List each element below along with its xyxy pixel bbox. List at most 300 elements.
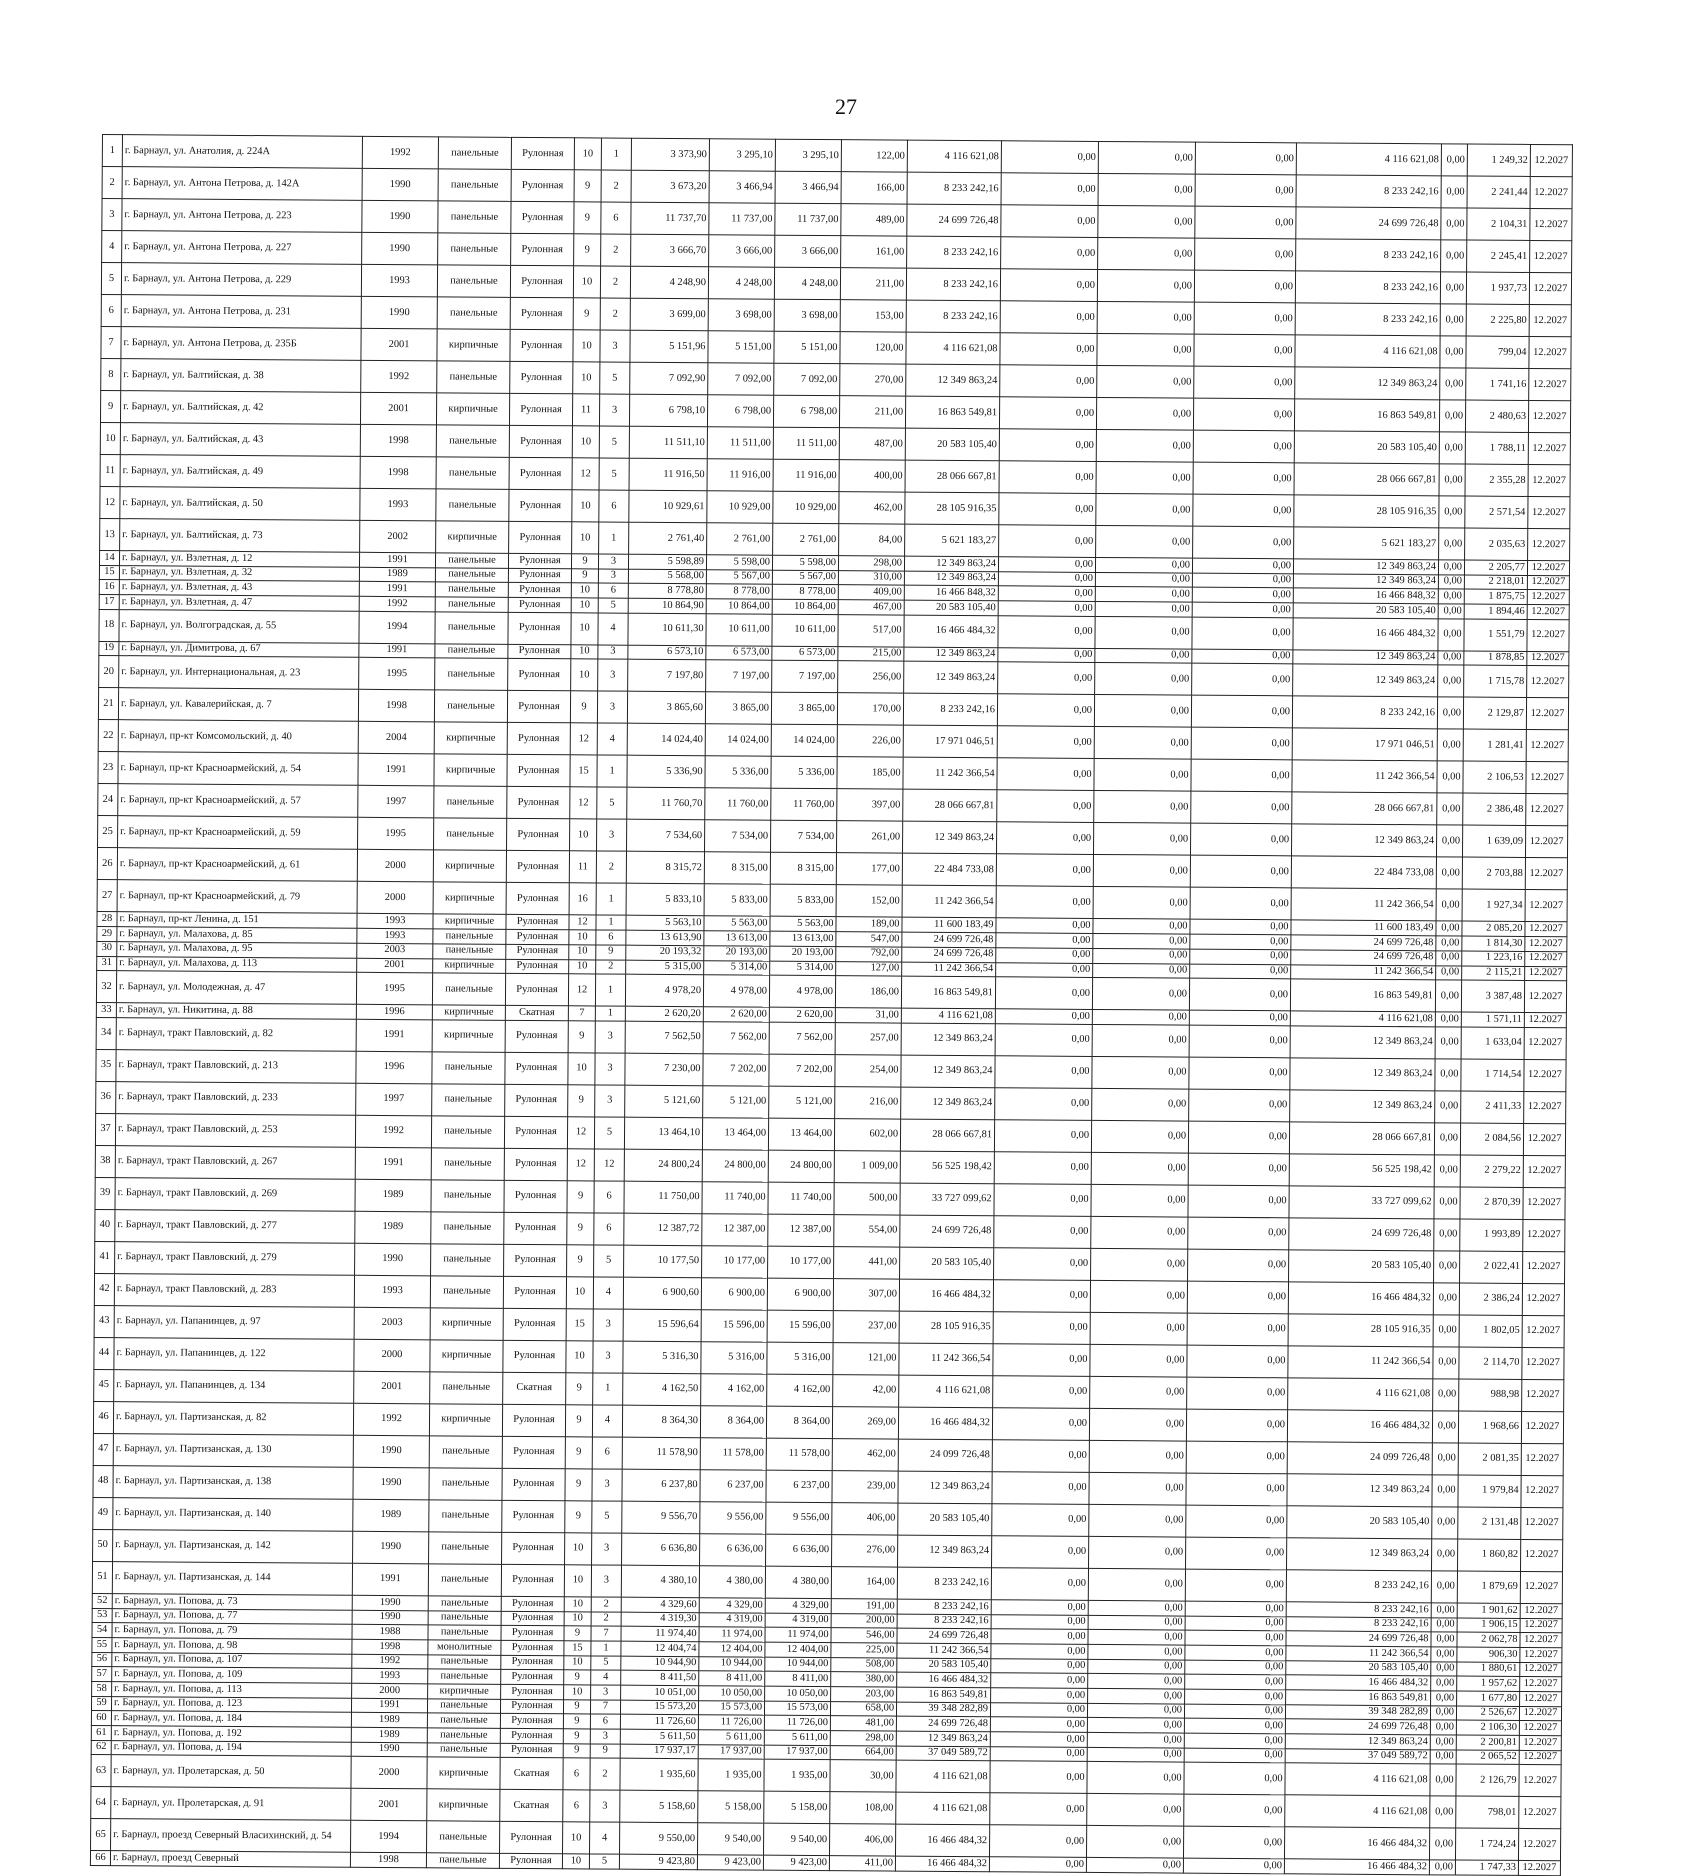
- deadline-cell: 12.2027: [1521, 1507, 1563, 1539]
- floors-cell: 9: [563, 1744, 590, 1759]
- wall-material-cell: панельные: [436, 489, 509, 522]
- build-year-cell: 1989: [355, 1179, 431, 1212]
- local-cost-cell: 0,00: [1187, 1313, 1288, 1346]
- total-area-cell: 4 978,20: [625, 974, 703, 1007]
- build-year-cell: 1993: [357, 928, 433, 943]
- total-cost-cell: 17 971 046,51: [903, 726, 997, 759]
- owner-cost-cell: 4 116 621,08: [1285, 1763, 1430, 1796]
- budget-cost-cell: 0,00: [1088, 1659, 1185, 1674]
- residential-area-cell: 20 193,00: [704, 946, 770, 961]
- budget-cost-cell: 0,00: [1087, 1794, 1184, 1827]
- other-cost-cell: 0,00: [1434, 1155, 1460, 1187]
- build-year-cell: 1989: [351, 1713, 427, 1728]
- other-cost-cell: 0,00: [1436, 825, 1462, 857]
- owner-cost-cell: 11 242 366,54: [1288, 1346, 1433, 1379]
- total-area-cell: 2 761,40: [629, 522, 707, 555]
- residents-cell: 406,00: [832, 1503, 898, 1535]
- other-cost-cell: 0,00: [1431, 1632, 1457, 1647]
- living-area-cell: 10 929,00: [773, 491, 839, 523]
- budget-cost-cell: 0,00: [1093, 948, 1190, 963]
- floors-cell: 12: [572, 458, 599, 490]
- wall-material-cell: кирпичные: [428, 1684, 501, 1699]
- wall-material-cell: кирпичные: [434, 754, 507, 787]
- budget-cost-cell: 0,00: [1090, 1280, 1187, 1313]
- living-area-cell: 10 864,00: [772, 599, 838, 614]
- deadline-cell: 12.2027: [1526, 762, 1568, 794]
- fund-cost-cell: 0,00: [999, 493, 1096, 526]
- total-cost-cell: 12 349 863,24: [904, 571, 998, 586]
- unit-cost-cell: 1 880,61: [1457, 1662, 1520, 1677]
- deadline-cell: 12.2027: [1520, 1677, 1562, 1692]
- build-year-cell: 2004: [358, 722, 434, 755]
- living-area-cell: 7 562,00: [769, 1022, 835, 1054]
- entrances-cell: 4: [591, 1670, 621, 1685]
- residents-cell: 121,00: [833, 1343, 899, 1375]
- floors-cell: 9: [565, 1469, 592, 1501]
- residential-area-cell: 10 864,00: [706, 599, 772, 614]
- unit-cost-cell: 1 639,09: [1462, 825, 1525, 857]
- residents-cell: 467,00: [838, 600, 904, 615]
- local-cost-cell: 0,00: [1191, 792, 1292, 825]
- fund-cost-cell: 0,00: [994, 1120, 1091, 1153]
- unit-cost-cell: 2 241,44: [1467, 176, 1530, 208]
- total-cost-cell: 20 583 105,40: [898, 1503, 992, 1536]
- total-area-cell: 6 636,80: [622, 1533, 700, 1566]
- budget-cost-cell: 0,00: [1088, 1568, 1185, 1601]
- address-cell: г. Барнаул, ул. Партизанская, д. 142: [113, 1529, 353, 1563]
- deadline-cell: 12.2027: [1529, 304, 1571, 336]
- entrances-cell: 3: [597, 691, 627, 723]
- total-area-cell: 8 364,30: [622, 1405, 700, 1438]
- floors-cell: 10: [572, 490, 599, 522]
- total-cost-cell: 24 699 726,48: [900, 1215, 994, 1248]
- build-year-cell: 1991: [351, 1698, 427, 1713]
- fund-cost-cell: 0,00: [995, 1009, 1092, 1024]
- floors-cell: 10: [573, 266, 600, 298]
- local-cost-cell: 0,00: [1187, 1281, 1288, 1314]
- wall-material-cell: панельные: [438, 169, 511, 202]
- entrances-cell: 1: [593, 1373, 623, 1405]
- total-cost-cell: 16 863 549,81: [905, 396, 999, 429]
- wall-material-cell: кирпичные: [434, 722, 507, 755]
- address-cell: г. Барнаул, ул. Взлетная, д. 47: [119, 595, 359, 611]
- address-cell: г. Барнаул, ул. Попова, д. 113: [112, 1682, 352, 1698]
- build-year-cell: 1996: [356, 1051, 432, 1084]
- unit-cost-cell: 798,01: [1456, 1796, 1519, 1828]
- row-number-cell: 11: [100, 454, 120, 486]
- other-cost-cell: 0,00: [1438, 665, 1464, 697]
- roof-type-cell: Рулонная: [511, 169, 574, 201]
- living-area-cell: 10 944,00: [765, 1657, 831, 1672]
- owner-cost-cell: 4 116 621,08: [1296, 143, 1441, 176]
- living-area-cell: 4 978,00: [769, 975, 835, 1007]
- roof-type-cell: Скатная: [505, 1006, 568, 1021]
- local-cost-cell: 0,00: [1195, 206, 1296, 239]
- roof-type-cell: Рулонная: [508, 597, 571, 612]
- deadline-cell: 12.2027: [1521, 1443, 1563, 1475]
- entrances-cell: 2: [591, 1612, 621, 1627]
- address-cell: г. Барнаул, ул. Попова, д. 184: [111, 1711, 351, 1727]
- total-area-cell: 15 573,20: [620, 1700, 698, 1715]
- residential-area-cell: 10 177,00: [702, 1246, 768, 1278]
- residential-area-cell: 8 411,00: [699, 1671, 765, 1686]
- residents-cell: 152,00: [836, 885, 902, 917]
- living-area-cell: 5 336,00: [771, 757, 837, 789]
- living-area-cell: 4 380,00: [765, 1566, 831, 1598]
- floors-cell: 9: [563, 1714, 590, 1729]
- fund-cost-cell: 0,00: [1000, 365, 1097, 398]
- wall-material-cell: панельные: [431, 1244, 504, 1277]
- residential-area-cell: 11 916,00: [707, 459, 773, 491]
- floors-cell: 10: [569, 930, 596, 945]
- residents-cell: 487,00: [839, 428, 905, 460]
- total-cost-cell: 24 699 726,48: [902, 932, 996, 947]
- deadline-cell: 12.2027: [1522, 1283, 1564, 1315]
- residential-area-cell: 10 944,00: [699, 1656, 765, 1671]
- living-area-cell: 5 611,00: [764, 1730, 830, 1745]
- total-cost-cell: 24 699 726,48: [902, 947, 996, 962]
- floors-cell: 10: [569, 959, 596, 974]
- total-cost-cell: 5 621 183,27: [905, 524, 999, 557]
- deadline-cell: 12.2027: [1522, 1315, 1564, 1347]
- floors-cell: 9: [573, 298, 600, 330]
- floors-cell: 10: [564, 1611, 591, 1626]
- fund-cost-cell: 0,00: [994, 1248, 1091, 1281]
- row-number-cell: 44: [94, 1337, 114, 1369]
- residential-area-cell: 11 578,00: [700, 1438, 766, 1470]
- unit-cost-cell: 1 957,62: [1457, 1676, 1520, 1691]
- row-number-cell: 38: [95, 1145, 115, 1177]
- roof-type-cell: Рулонная: [503, 1276, 566, 1308]
- entrances-cell: 7: [591, 1626, 621, 1641]
- total-area-cell: 11 726,60: [620, 1715, 698, 1730]
- roof-type-cell: Рулонная: [500, 1728, 563, 1743]
- address-cell: г. Барнаул, тракт Павловский, д. 267: [115, 1145, 355, 1179]
- budget-cost-cell: 0,00: [1092, 1010, 1189, 1025]
- fund-cost-cell: 0,00: [998, 648, 1095, 663]
- local-cost-cell: 0,00: [1194, 334, 1295, 367]
- living-area-cell: 3 295,10: [775, 139, 841, 171]
- budget-cost-cell: 0,00: [1096, 525, 1193, 558]
- unit-cost-cell: 1 814,30: [1462, 936, 1525, 951]
- unit-cost-cell: 2 218,01: [1464, 575, 1527, 590]
- residents-cell: 211,00: [839, 396, 905, 428]
- row-number-cell: 61: [91, 1726, 111, 1741]
- living-area-cell: 5 598,00: [772, 555, 838, 570]
- total-cost-cell: 4 116 621,08: [906, 332, 1000, 365]
- build-year-cell: 1990: [351, 1742, 427, 1757]
- residents-cell: 226,00: [837, 725, 903, 757]
- address-cell: г. Барнаул, ул. Попова, д. 73: [112, 1593, 352, 1609]
- deadline-cell: 12.2027: [1522, 1347, 1564, 1379]
- budget-cost-cell: 0,00: [1091, 1184, 1188, 1217]
- unit-cost-cell: 2 126,79: [1456, 1764, 1519, 1796]
- deadline-cell: 12.2027: [1528, 528, 1570, 560]
- row-number-cell: 53: [92, 1608, 112, 1623]
- budget-cost-cell: 0,00: [1091, 1152, 1188, 1185]
- residential-area-cell: 11 760,00: [705, 788, 771, 820]
- unit-cost-cell: 1 968,66: [1458, 1411, 1521, 1443]
- residential-area-cell: 4 319,00: [699, 1612, 765, 1627]
- living-area-cell: 8 411,00: [765, 1671, 831, 1686]
- other-cost-cell: 0,00: [1430, 1750, 1456, 1765]
- wall-material-cell: панельные: [437, 361, 510, 394]
- wall-material-cell: кирпичные: [430, 1340, 503, 1373]
- living-area-cell: 8 778,00: [772, 585, 838, 600]
- address-cell: г. Барнаул, ул. Партизанская, д. 140: [113, 1497, 353, 1531]
- address-cell: г. Барнаул, ул. Партизанская, д. 138: [113, 1465, 353, 1499]
- residential-area-cell: 7 534,00: [705, 820, 771, 852]
- address-cell: г. Барнаул, ул. Малахова, д. 85: [117, 927, 357, 943]
- row-number-cell: 50: [93, 1529, 113, 1561]
- fund-cost-cell: 0,00: [991, 1568, 1088, 1601]
- build-year-cell: 1991: [352, 1563, 428, 1596]
- other-cost-cell: 0,00: [1441, 240, 1467, 272]
- residential-area-cell: 15 596,00: [701, 1310, 767, 1342]
- deadline-cell: 12.2027: [1518, 1861, 1560, 1876]
- budget-cost-cell: 0,00: [1091, 1216, 1188, 1249]
- budget-cost-cell: 0,00: [1092, 1024, 1189, 1057]
- wall-material-cell: кирпичные: [433, 958, 506, 973]
- roof-type-cell: Рулонная: [506, 929, 569, 944]
- page-number: 27: [835, 94, 857, 119]
- total-cost-cell: 8 233 242,16: [897, 1599, 991, 1614]
- fund-cost-cell: 0,00: [996, 822, 1093, 855]
- row-number-cell: 37: [95, 1113, 115, 1145]
- wall-material-cell: панельные: [428, 1610, 501, 1625]
- address-cell: г. Барнаул, ул. Попова, д. 107: [112, 1652, 352, 1668]
- living-area-cell: 12 387,00: [768, 1214, 834, 1246]
- residential-area-cell: 7 092,00: [708, 363, 774, 395]
- owner-cost-cell: 8 233 242,16: [1286, 1616, 1431, 1632]
- floors-cell: 11: [572, 394, 599, 426]
- living-area-cell: 11 760,00: [771, 789, 837, 821]
- row-number-cell: 21: [98, 688, 118, 720]
- total-cost-cell: 12 349 863,24: [901, 1055, 995, 1088]
- fund-cost-cell: 0,00: [999, 461, 1096, 494]
- other-cost-cell: 0,00: [1439, 464, 1465, 496]
- living-area-cell: 8 315,00: [770, 853, 836, 885]
- floors-cell: 10: [572, 426, 599, 458]
- build-year-cell: 1998: [360, 424, 436, 457]
- living-area-cell: 6 900,00: [767, 1278, 833, 1310]
- residents-cell: 441,00: [834, 1247, 900, 1279]
- floors-cell: 10: [572, 522, 599, 554]
- local-cost-cell: 0,00: [1186, 1441, 1287, 1474]
- address-cell: г. Барнаул, пр-кт Красноармейский, д. 79: [117, 880, 357, 914]
- residents-cell: 127,00: [836, 961, 902, 976]
- roof-type-cell: Рулонная: [506, 883, 569, 915]
- other-cost-cell: 0,00: [1438, 651, 1464, 666]
- budget-cost-cell: 0,00: [1090, 1312, 1187, 1345]
- address-cell: г. Барнаул, ул. Папанинцев, д. 122: [114, 1337, 354, 1371]
- total-area-cell: 17 937,17: [620, 1744, 698, 1759]
- address-cell: г. Барнаул, ул. Попова, д. 98: [112, 1638, 352, 1654]
- residents-cell: 481,00: [830, 1716, 896, 1731]
- owner-cost-cell: 8 233 242,16: [1292, 696, 1437, 729]
- roof-type-cell: Рулонная: [510, 361, 573, 393]
- floors-cell: 9: [571, 554, 598, 569]
- roof-type-cell: Рулонная: [511, 201, 574, 233]
- residents-cell: 42,00: [833, 1375, 899, 1407]
- roof-type-cell: Скатная: [500, 1758, 563, 1790]
- other-cost-cell: 0,00: [1436, 889, 1462, 921]
- total-area-cell: 5 563,10: [626, 916, 704, 931]
- owner-cost-cell: 20 583 105,40: [1289, 1250, 1434, 1283]
- total-area-cell: 13 613,90: [626, 930, 704, 945]
- row-number-cell: 65: [91, 1819, 111, 1851]
- fund-cost-cell: 0,00: [997, 726, 1094, 759]
- wall-material-cell: панельные: [431, 1116, 504, 1149]
- owner-cost-cell: 4 116 621,08: [1288, 1378, 1433, 1411]
- budget-cost-cell: 0,00: [1087, 1718, 1184, 1733]
- unit-cost-cell: 1 979,84: [1458, 1475, 1521, 1507]
- residential-area-cell: 6 798,00: [707, 395, 773, 427]
- entrances-cell: 3: [598, 645, 628, 660]
- floors-cell: 9: [574, 170, 601, 202]
- owner-cost-cell: 37 049 589,72: [1285, 1749, 1430, 1765]
- unit-cost-cell: 3 387,48: [1461, 980, 1524, 1012]
- roof-type-cell: Рулонная: [507, 755, 570, 787]
- residents-cell: 122,00: [841, 140, 907, 172]
- residents-cell: 664,00: [830, 1745, 896, 1760]
- build-year-cell: 1994: [359, 611, 435, 644]
- residential-area-cell: 6 237,00: [700, 1470, 766, 1502]
- fund-cost-cell: 0,00: [990, 1761, 1087, 1794]
- address-cell: г. Барнаул, ул. Волгоградская, д. 55: [119, 609, 359, 643]
- other-cost-cell: 0,00: [1431, 1571, 1457, 1603]
- unit-cost-cell: 1 878,85: [1464, 651, 1527, 666]
- total-area-cell: 5 833,10: [626, 884, 704, 917]
- floors-cell: 10: [564, 1597, 591, 1612]
- local-cost-cell: 0,00: [1184, 1733, 1285, 1748]
- owner-cost-cell: 11 242 366,54: [1292, 760, 1437, 793]
- total-area-cell: 3 373,90: [631, 138, 709, 171]
- build-year-cell: 1992: [352, 1654, 428, 1669]
- residents-cell: 186,00: [835, 976, 901, 1008]
- residential-area-cell: 12 404,00: [699, 1642, 765, 1657]
- total-cost-cell: 4 116 621,08: [907, 140, 1001, 173]
- build-year-cell: 2001: [357, 958, 433, 973]
- wall-material-cell: кирпичные: [437, 329, 510, 362]
- floors-cell: 15: [570, 755, 597, 787]
- entrances-cell: 5: [599, 426, 629, 458]
- owner-cost-cell: 8 233 242,16: [1296, 239, 1441, 272]
- residential-area-cell: 7 562,00: [703, 1022, 769, 1054]
- living-area-cell: 11 740,00: [768, 1182, 834, 1214]
- entrances-cell: 3: [595, 1053, 625, 1085]
- total-cost-cell: 24 699 726,48: [897, 1628, 991, 1643]
- fund-cost-cell: 0,00: [994, 1216, 1091, 1249]
- fund-cost-cell: 0,00: [1000, 269, 1097, 302]
- residential-area-cell: 2 620,00: [703, 1007, 769, 1022]
- unit-cost-cell: 2 104,31: [1467, 208, 1530, 240]
- unit-cost-cell: 1 906,15: [1457, 1618, 1520, 1633]
- residential-area-cell: 3 666,00: [709, 235, 775, 267]
- living-area-cell: 7 092,00: [774, 363, 840, 395]
- build-year-cell: 1993: [361, 264, 437, 297]
- unit-cost-cell: 1 901,62: [1457, 1603, 1520, 1618]
- build-year-cell: 1992: [362, 136, 438, 169]
- residents-cell: 792,00: [836, 946, 902, 961]
- local-cost-cell: 0,00: [1186, 1537, 1287, 1570]
- residential-area-cell: 5 598,00: [706, 555, 772, 570]
- roof-type-cell: Рулонная: [510, 329, 573, 361]
- total-area-cell: 10 611,30: [628, 613, 706, 646]
- residents-cell: 170,00: [837, 693, 903, 725]
- owner-cost-cell: 16 863 549,81: [1294, 399, 1439, 432]
- row-number-cell: 54: [92, 1623, 112, 1638]
- living-area-cell: 8 364,00: [766, 1406, 832, 1438]
- owner-cost-cell: 28 066 667,81: [1294, 463, 1439, 496]
- residential-area-cell: 5 151,00: [708, 331, 774, 363]
- budget-cost-cell: 0,00: [1088, 1688, 1185, 1703]
- residents-cell: 120,00: [840, 332, 906, 364]
- fund-cost-cell: 0,00: [995, 1056, 1092, 1089]
- address-cell: г. Барнаул, тракт Павловский, д. 269: [115, 1177, 355, 1211]
- owner-cost-cell: 16 466 484,32: [1284, 1827, 1429, 1860]
- local-cost-cell: 0,00: [1190, 964, 1291, 979]
- residents-cell: 298,00: [830, 1731, 896, 1746]
- residential-area-cell: 10 929,00: [707, 491, 773, 523]
- living-area-cell: 15 596,00: [767, 1310, 833, 1342]
- address-cell: г. Барнаул, тракт Павловский, д. 253: [115, 1113, 355, 1147]
- total-cost-cell: 11 242 366,54: [897, 1643, 991, 1658]
- entrances-cell: 3: [593, 1341, 623, 1373]
- deadline-cell: 12.2027: [1523, 1187, 1565, 1219]
- address-cell: г. Барнаул, проезд Северный: [110, 1851, 350, 1867]
- roof-type-cell: Рулонная: [506, 959, 569, 974]
- row-number-cell: 26: [97, 848, 117, 880]
- living-area-cell: 5 833,00: [770, 885, 836, 917]
- row-number-cell: 60: [91, 1711, 111, 1726]
- budget-cost-cell: 0,00: [1095, 663, 1192, 696]
- wall-material-cell: кирпичные: [436, 393, 509, 426]
- row-number-cell: 3: [102, 199, 122, 231]
- floors-cell: 12: [569, 915, 596, 930]
- residents-cell: 166,00: [841, 172, 907, 204]
- residents-cell: 462,00: [832, 1439, 898, 1471]
- residential-area-cell: 11 726,00: [698, 1715, 764, 1730]
- fund-cost-cell: 0,00: [993, 1344, 1090, 1377]
- row-number-cell: 42: [94, 1273, 114, 1305]
- floors-cell: 15: [564, 1641, 591, 1656]
- fund-cost-cell: 0,00: [993, 1376, 1090, 1409]
- local-cost-cell: 0,00: [1191, 696, 1292, 729]
- roof-type-cell: Рулонная: [502, 1500, 565, 1532]
- living-area-cell: 9 556,00: [766, 1502, 832, 1534]
- floors-cell: 10: [574, 138, 601, 170]
- row-number-cell: 9: [100, 390, 120, 422]
- owner-cost-cell: 8 233 242,16: [1296, 175, 1441, 208]
- roof-type-cell: Рулонная: [509, 521, 572, 553]
- other-cost-cell: 0,00: [1438, 604, 1464, 619]
- local-cost-cell: 0,00: [1192, 587, 1293, 602]
- residential-area-cell: 9 423,00: [697, 1855, 763, 1870]
- residential-area-cell: 13 613,00: [704, 931, 770, 946]
- unit-cost-cell: 1 249,32: [1467, 144, 1530, 176]
- living-area-cell: 13 613,00: [770, 931, 836, 946]
- residents-cell: 31,00: [835, 1008, 901, 1023]
- living-area-cell: 6 237,00: [766, 1470, 832, 1502]
- unit-cost-cell: 1 802,05: [1459, 1315, 1522, 1347]
- total-area-cell: 5 315,00: [626, 960, 704, 975]
- residential-area-cell: 4 248,00: [708, 267, 774, 299]
- residents-cell: 84,00: [839, 524, 905, 556]
- address-cell: г. Барнаул, ул. Попова, д. 123: [111, 1696, 351, 1712]
- local-cost-cell: 0,00: [1192, 649, 1293, 664]
- wall-material-cell: панельные: [427, 1743, 500, 1758]
